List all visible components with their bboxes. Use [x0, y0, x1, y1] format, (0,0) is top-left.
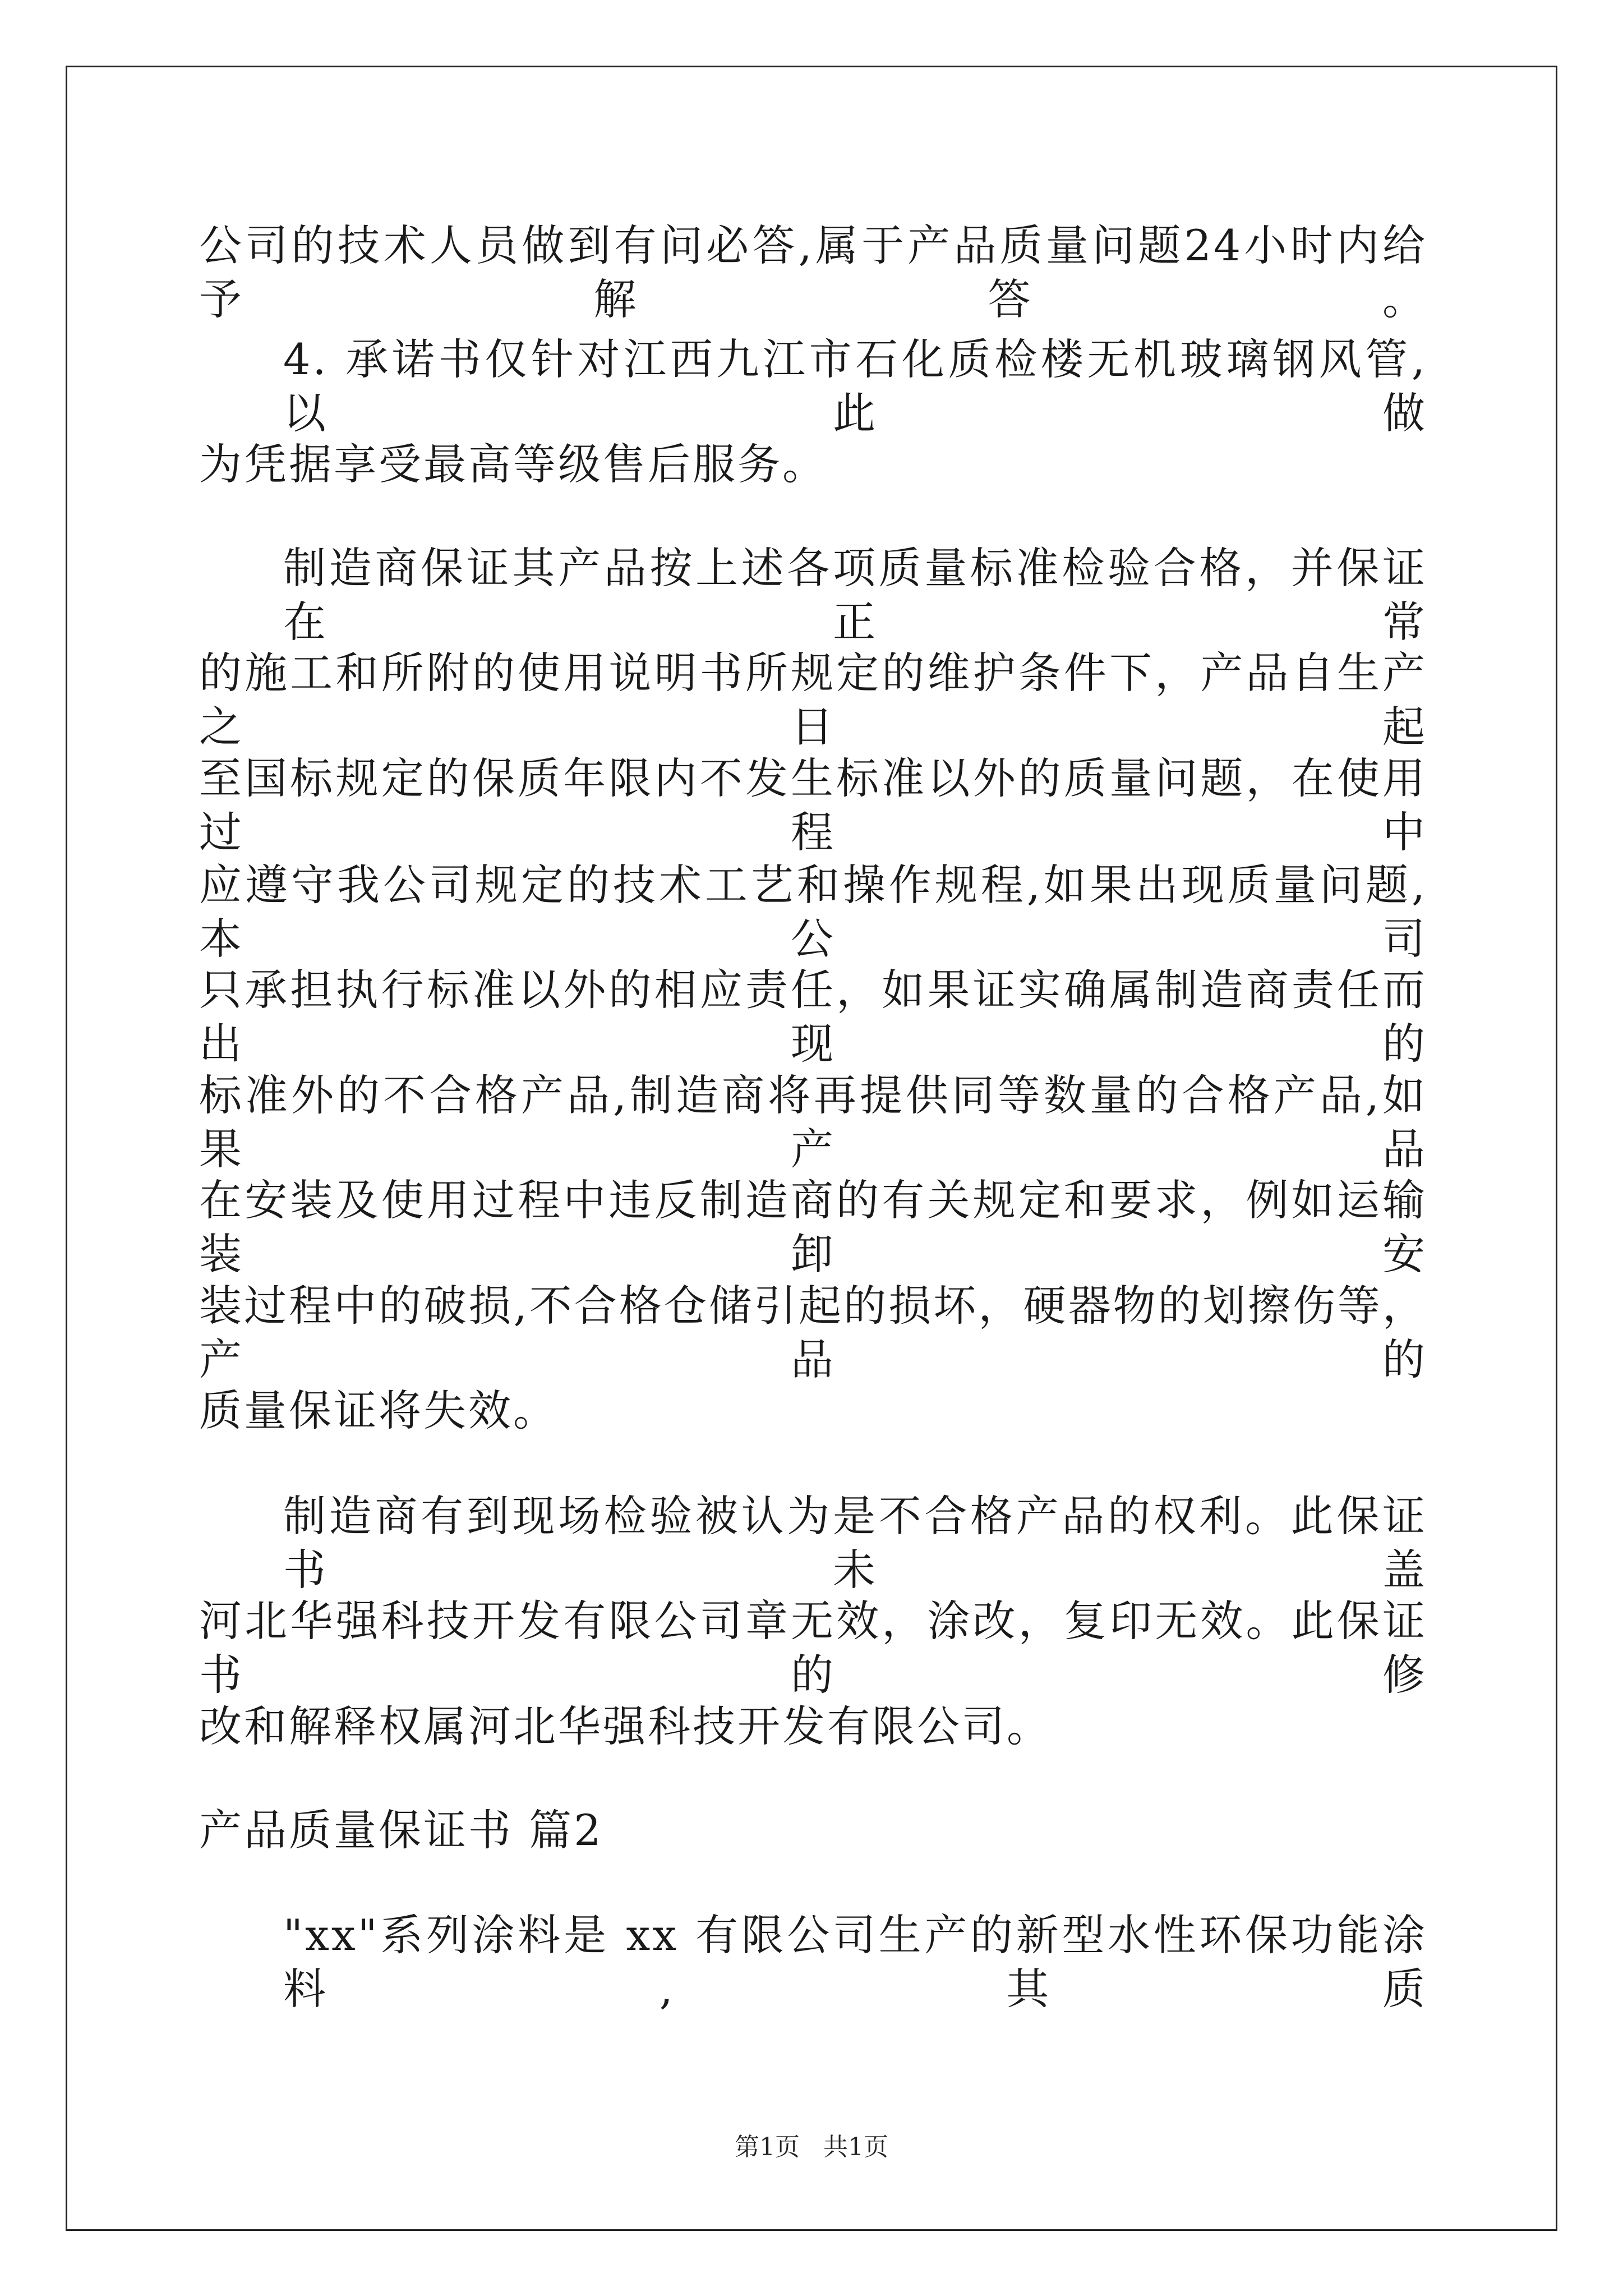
- body-line: 公司的技术人员做到有问必答,属于产品质量问题24小时内给予解答。: [199, 220, 1427, 324]
- body-line: 只承担执行标准以外的相应责任，如果证实确属制造商责任而出现的: [199, 965, 1427, 1069]
- body-line: 装过程中的破损,不合格仓储引起的损坏，硬器物的划擦伤等，产品的: [199, 1281, 1427, 1384]
- body-line: 为凭据享受最高等级售后服务。: [199, 439, 827, 489]
- body-line: 4. 承诺书仅针对江西九江市石化质检楼无机玻璃钢风管,以此做: [283, 334, 1427, 438]
- body-line: 在安装及使用过程中违反制造商的有关规定和要求，例如运输装卸安: [199, 1175, 1427, 1279]
- body-line: 改和解释权属河北华强科技开发有限公司。: [199, 1701, 1052, 1751]
- body-line: 应遵守我公司规定的技术工艺和操作规程,如果出现质量问题,本公司: [199, 860, 1427, 964]
- body-line: 制造商有到现场检验被认为是不合格产品的权利。此保证书未盖: [283, 1491, 1427, 1595]
- body-line: 河北华强科技开发有限公司章无效，涂改，复印无效。此保证书的修: [199, 1596, 1427, 1700]
- body-line: "xx"系列涂料是 xx 有限公司生产的新型水性环保功能涂料,其质: [283, 1910, 1427, 2014]
- body-line: 质量保证将失效。: [199, 1386, 558, 1435]
- page-footer: 第1页 共1页: [735, 2133, 888, 2161]
- body-line: 制造商保证其产品按上述各项质量标准检验合格，并保证在正常: [283, 543, 1427, 647]
- section-heading: 产品质量保证书 篇2: [199, 1805, 603, 1855]
- body-line: 至国标规定的保质年限内不发生标准以外的质量问题，在使用过程中: [199, 753, 1427, 857]
- body-line: 标准外的不合格产品,制造商将再提供同等数量的合格产品,如果产品: [199, 1070, 1427, 1174]
- body-line: 的施工和所附的使用说明书所规定的维护条件下，产品自生产之日起: [199, 648, 1427, 752]
